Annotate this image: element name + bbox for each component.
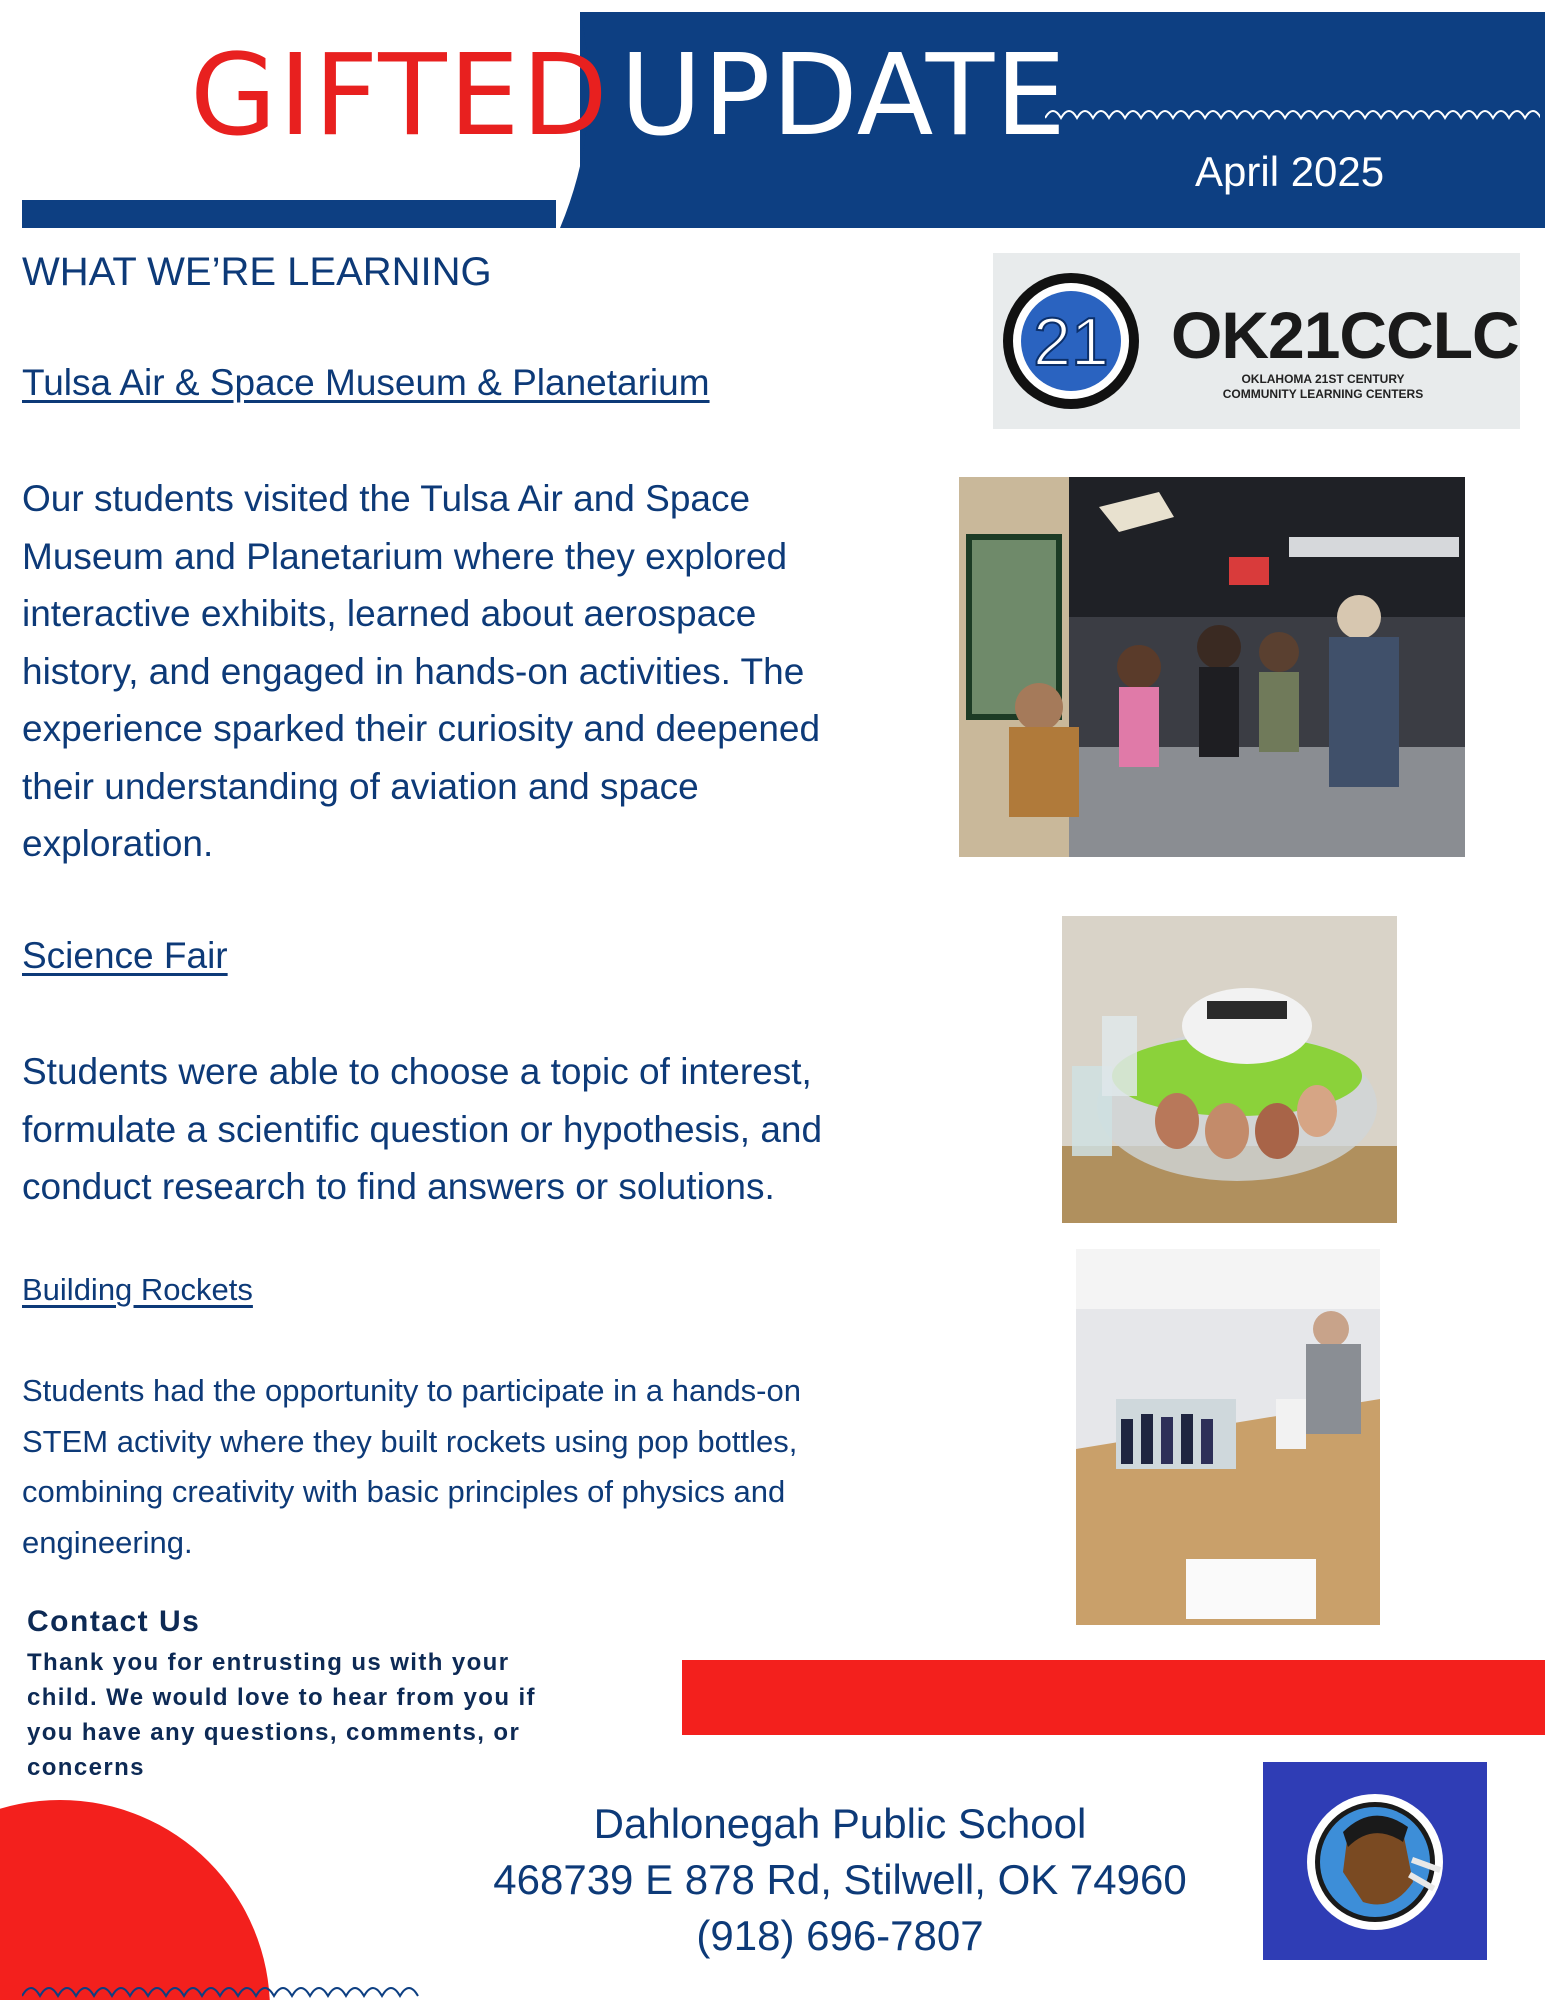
issue-date: April 2025	[1195, 148, 1385, 195]
mascot-icon	[1263, 1762, 1487, 1960]
logo-name: OK21CCLC	[1171, 298, 1519, 372]
ok21cclc-badge-icon	[993, 253, 1520, 429]
logo-tagline-1: OKLAHOMA 21ST CENTURY	[1241, 372, 1405, 386]
science-fair-paragraph: Students were able to choose a topic of interest, formulate a scientific question or hypothesis, and conduct research to find answers or solutions.	[22, 1051, 823, 1207]
rockets-title: Building Rockets	[22, 1272, 253, 1307]
badge-number: 21	[1033, 304, 1109, 380]
rockets-photo	[1076, 1249, 1380, 1625]
school-address: 468739 E 878 Rd, Stilwell, OK 74960	[493, 1856, 1187, 1903]
school-phone: (918) 696-7807	[696, 1912, 984, 1959]
contact-heading: Contact Us	[27, 1605, 201, 1638]
museum-title: Tulsa Air & Space Museum & Planetarium	[22, 362, 710, 403]
red-corner-circle	[0, 1800, 270, 2000]
school-mascot-logo	[1263, 1762, 1487, 1960]
title-gifted: GIFTED	[190, 31, 610, 161]
wave-decoration	[1045, 100, 1540, 130]
science-fair-title: Science Fair	[22, 935, 228, 976]
header-accent-bar	[22, 200, 556, 228]
title-update: UPDATE	[620, 31, 1067, 161]
red-accent-bar	[682, 1660, 1545, 1735]
logo-tagline-2: COMMUNITY LEARNING CENTERS	[1222, 387, 1424, 401]
section-heading: WHAT WE’RE LEARNING	[22, 250, 492, 294]
rockets-paragraph: Students had the opportunity to participate in a hands-on STEM activity where they built rockets using pop bottles, combining creativity with basic principles of physics and engineering.	[22, 1373, 801, 1560]
school-name: Dahlonegah Public School	[593, 1800, 1087, 1847]
contact-message: Thank you for entrusting us with your child. We would love to hear from you if you have any questions, comments, or concerns	[27, 1649, 536, 1781]
bottom-wave-decoration	[22, 1976, 522, 2000]
science-fair-photo	[1062, 916, 1397, 1223]
ok21cclc-logo	[993, 253, 1520, 429]
museum-paragraph: Our students visited the Tulsa Air and Space Museum and Planetarium where they explored interactive exhibits, learned about aerospace history, and engaged in hands-on activities. The experience sparked their curiosity and deepened their understanding of aviation and space exploration.	[22, 478, 821, 864]
museum-photo	[959, 477, 1465, 857]
